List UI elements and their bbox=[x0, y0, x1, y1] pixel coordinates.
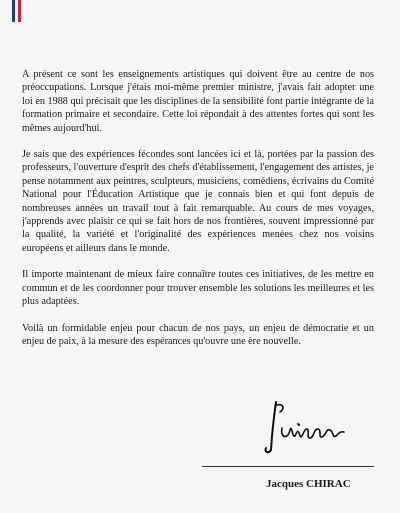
paragraph-4: Voilà un formidable enjeu pour chacun de nos pays, un enjeu de démocratie et un enjeu de paix, à la mesure des espérances qu'ouvre une ère nouvelle. bbox=[22, 322, 374, 347]
signature-rule bbox=[202, 466, 374, 467]
handwritten-signature bbox=[262, 398, 348, 456]
flag-red-stripe bbox=[18, 0, 21, 22]
paragraph-2: Je sais que des expériences fécondes sont lancées ici et là, portées par la passion des professeurs, l'ouverture d'esprit des chefs d'établissement, l'engagement des artistes, je pense notamment aux peintres, sculpteurs, musiciens, comédiens, écrivains du Comité National pour l'Éducation Artistique que je connais bien et qui font depuis de nombreuses années un travail tout à fait remarquable. Au cours de mes voyages, j'apprends avec plaisir ce qui se fait hors de nos frontières, souvent impressionné par la qualité, la variété et l'originalité des expériences menées chez nos voisins européens et ailleurs dans le monde. bbox=[22, 149, 374, 254]
paragraph-1: A présent ce sont les enseignements artistiques qui doivent être au centre de nos préoccupations. Lorsque j'étais moi-même premier ministre, j'avais fait adopter une loi en 1988 qui précisait que les disciplines de la sensibilité font partie intégrante de la formation primaire et secondaire. Cette loi répondait à des attentes fortes qui sont les mêmes aujourd'hui. bbox=[22, 69, 374, 134]
tricolor-flag-mark bbox=[12, 0, 21, 22]
letter-body bbox=[22, 68, 374, 361]
signer-name: Jacques CHIRAC bbox=[266, 478, 351, 490]
paragraph-3: Il importe maintenant de mieux faire connaître toutes ces initiatives, de les mettre en commun et de les coordonner pour trouver ensemble les solutions les meilleures et les plus adaptées. bbox=[22, 269, 374, 308]
